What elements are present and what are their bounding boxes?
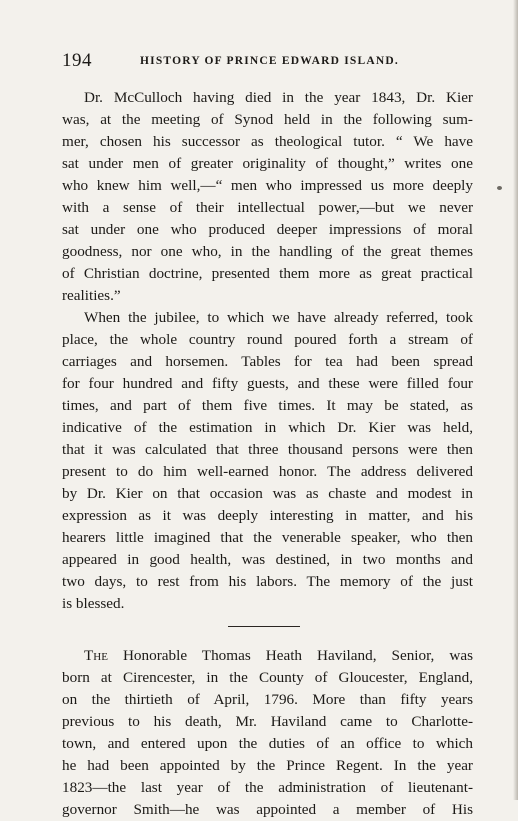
- text-line: appeared in good health, was destined, in two months and: [62, 551, 473, 568]
- text-line: place, the whole country round poured forth a stream of: [62, 331, 473, 348]
- text-line: he had been appointed by the Prince Regent. In the year: [62, 757, 473, 774]
- text-line: for four hundred and fifty guests, and these were filled four: [62, 375, 473, 392]
- text-line: of Christian doctrine, presented them more as great practical: [62, 265, 473, 282]
- text-line: was, at the meeting of Synod held in the following sum-: [62, 111, 473, 128]
- text-line: with a sense of their intellectual power,—but we never: [62, 199, 473, 216]
- text-line: expression as it was deeply interesting in matter, and his: [62, 507, 473, 524]
- text-line: [62, 645, 473, 667]
- text-line: sat under one who produced deeper impressions of moral: [62, 221, 473, 238]
- paragraph-haviland: [62, 645, 473, 821]
- drop-word: The: [84, 647, 108, 664]
- text-line: on the thirtieth of April, 1796. More than fifty years: [62, 691, 473, 708]
- paragraph-kier-tutor: [62, 87, 473, 307]
- text-line: previous to his death, Mr. Haviland came to Charlotte-: [62, 713, 473, 730]
- text-line: born at Cirencester, in the County of Gloucester, England,: [62, 669, 473, 686]
- text-line: that it was calculated that three thousand persons were then: [62, 441, 473, 458]
- text-line: realities.”: [62, 287, 121, 304]
- body-text: [62, 87, 473, 821]
- text-line: two days, to rest from his labors. The memory of the just: [62, 573, 473, 590]
- text-line: is blessed.: [62, 595, 125, 612]
- first-line-rest: Honorable Thomas Heath Haviland, Senior, was: [107, 647, 473, 664]
- running-title: HISTORY OF PRINCE EDWARD ISLAND.: [140, 55, 399, 67]
- ink-speck: [497, 186, 502, 190]
- text-line: 1823—the last year of the administration of lieutenant-: [62, 779, 473, 796]
- text-line: by Dr. Kier on that occasion was as chaste and modest in: [62, 485, 473, 502]
- text-line: present to do him well-earned honor. The address delivered: [62, 463, 473, 480]
- page-number: 194: [62, 50, 92, 71]
- text-line: When the jubilee, to which we have already referred, took: [84, 309, 473, 326]
- text-line: sat under men of greater originality of thought,” writes one: [62, 155, 473, 172]
- text-line: goodness, nor one who, in the handling of the great themes: [62, 243, 473, 260]
- text-line: hearers little imagined that the venerable speaker, who then: [62, 529, 473, 546]
- text-line: carriages and horsemen. Tables for tea had been spread: [62, 353, 473, 370]
- page-header: [62, 50, 472, 72]
- text-line: indicative of the estimation in which Dr. Kier was held,: [62, 419, 473, 436]
- page-edge-shadow: [513, 0, 518, 800]
- text-line: times, and part of them five times. It may be stated, as: [62, 397, 473, 414]
- text-line: town, and entered upon the duties of an office to which: [62, 735, 473, 752]
- paragraph-jubilee: [62, 307, 473, 615]
- text-line: mer, chosen his successor as theological tutor. “ We have: [62, 133, 473, 150]
- text-line: who knew him well,—“ men who impressed us more deeply: [62, 177, 473, 194]
- text-line: Dr. McCulloch having died in the year 1843, Dr. Kier: [84, 89, 473, 106]
- text-line: governor Smith—he was appointed a member of His: [62, 801, 473, 818]
